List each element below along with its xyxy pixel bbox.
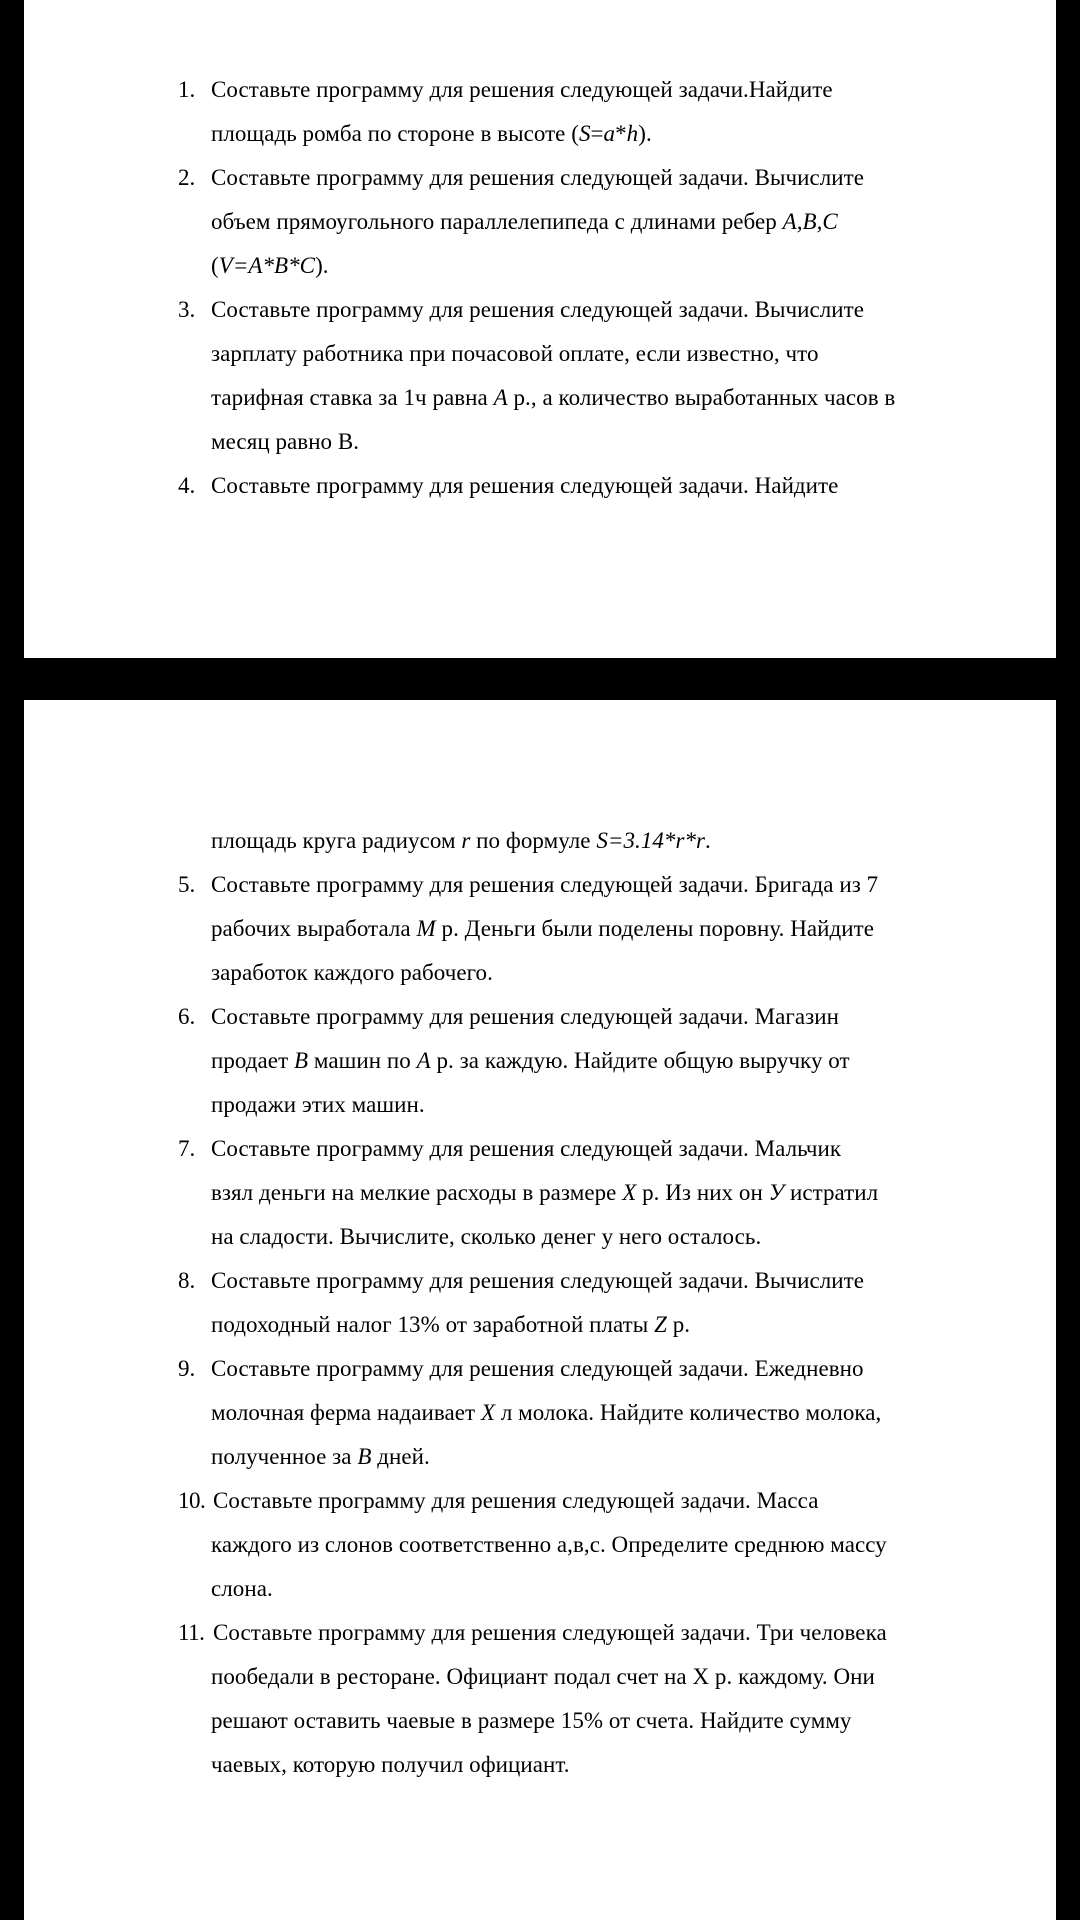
task-text-line: продажи этих машин. [211,1092,425,1117]
task-text-line: Составьте программу для решения следующей задачи. Мальчик [211,1136,842,1161]
task-number: 5. [178,872,196,897]
task-text-line: зарплату работника при почасовой оплате, если известно, что [211,341,819,366]
task-text-line: молочная ферма надаивает Х л молока. Найдите количество молока, [211,1400,882,1425]
task-text-line: продает В машин по А р. за каждую. Найдите общую выручку от [211,1048,850,1073]
italic-variable: А [416,1048,431,1073]
italic-variable: У [768,1180,785,1205]
italic-variable: h [626,121,639,146]
task-number: 7. [178,1136,196,1161]
task-text-line: (V=A*B*C). [211,253,329,278]
task-text-line: Составьте программу для решения следующей задачи. Бригада из 7 [211,872,879,897]
task-text-line: Составьте программу для решения следующей задачи.Найдите [211,77,833,102]
italic-variable: V=A*B*C [218,253,316,278]
task-text-line: полученное за В дней. [211,1444,430,1469]
task-text-line: решают оставить чаевые в размере 15% от счета. Найдите сумму [211,1708,852,1733]
task-text-line: слона. [211,1576,273,1601]
task-text-line: подоходный налог 13% от заработной платы Z р. [211,1312,691,1337]
task-text-line: чаевых, которую получил официант. [211,1752,570,1777]
task-number: 1. [178,77,196,102]
task-number: 10. [178,1488,206,1513]
task-number: 3. [178,297,196,322]
task-number: 8. [178,1268,196,1293]
task-text-line: объем прямоугольного параллелепипеда с длинами ребер A,B,C [211,209,838,234]
task-number: 2. [178,165,196,190]
task-number: 11. [178,1620,205,1645]
document-page-1 [24,0,1056,658]
task-text-line: рабочих выработала М р. Деньги были поделены поровну. Найдите [211,916,875,941]
task-text-line: Составьте программу для решения следующей задачи. Вычислите [211,297,865,322]
italic-variable: Z [654,1312,667,1337]
italic-variable: S [578,121,591,146]
task-text-line: каждого из слонов соответственно а,в,с. Определите среднюю массу [211,1532,887,1557]
task-text-line: Составьте программу для решения следующей задачи. Найдите [211,473,839,498]
task-text-line: заработок каждого рабочего. [211,960,493,985]
document-page-2 [24,700,1056,1920]
task-text-line: на сладости. Вычислите, сколько денег у него осталось. [211,1224,762,1249]
task-text-line: площадь ромба по стороне в высоте (S=a*h). [211,121,652,146]
task-text-line: тарифная ставка за 1ч равна A р., а количество выработанных часов в [211,385,896,410]
task-text-line: Составьте программу для решения следующей задачи. Магазин [211,1004,840,1029]
task-text-line: Составьте программу для решения следующей задачи. Три человека [213,1620,887,1645]
task-number: 4. [178,473,196,498]
task-text-line: Составьте программу для решения следующей задачи. Вычислите [211,165,865,190]
task-number: 6. [178,1004,196,1029]
italic-variable: В [293,1048,309,1073]
task-text-line: взял деньги на мелкие расходы в размере Х р. Из них он У истратил [211,1180,879,1205]
italic-variable: r [461,828,471,853]
task-text-line: Составьте программу для решения следующей задачи. Вычислите [211,1268,865,1293]
task-text-line: Составьте программу для решения следующей задачи. Масса [213,1488,819,1513]
italic-variable: В [357,1444,372,1469]
italic-variable: Х [480,1400,496,1425]
task-text-line: пообедали в ресторане. Официант подал счет на Х р. каждому. Они [211,1664,875,1689]
italic-variable: Х [622,1180,637,1205]
task-4-continuation-line: площадь круга радиусом r по формуле S=3.14*r*r. [211,828,711,853]
task-number: 9. [178,1356,196,1381]
italic-variable: A,B,C [782,209,838,234]
task-text-line: Составьте программу для решения следующей задачи. Ежедневно [211,1356,864,1381]
task-text-line: месяц равно В. [211,429,360,454]
italic-variable: S=3.14*r*r [596,828,705,853]
italic-variable: a [603,121,616,146]
italic-variable: A [493,385,508,410]
italic-variable: М [416,916,436,941]
